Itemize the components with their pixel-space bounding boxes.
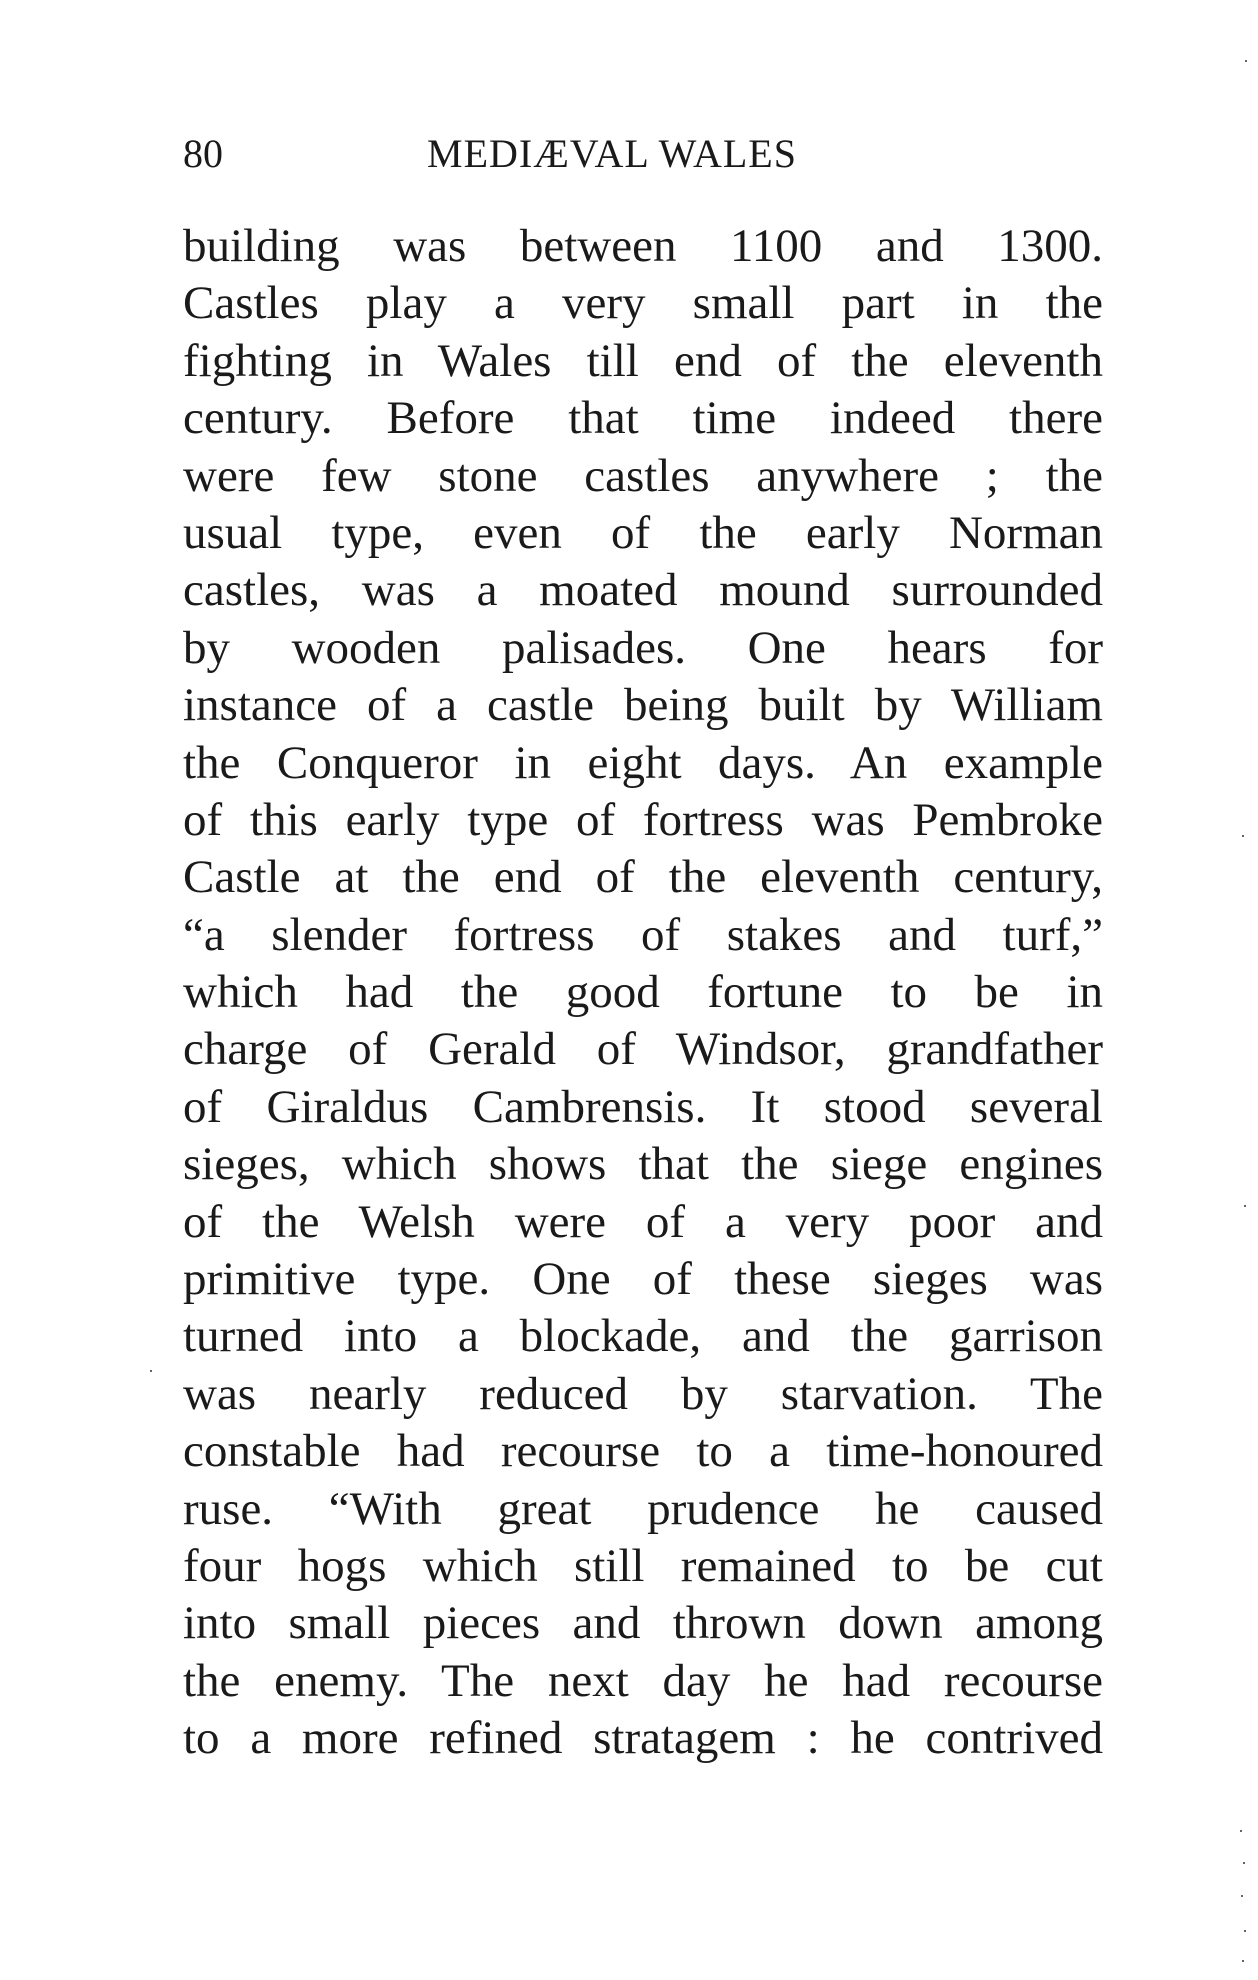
text-line: usual type, even of the early Norman: [183, 506, 1103, 559]
text-line: primitive type. One of these sieges was: [183, 1253, 1103, 1306]
text-line: of this early type of fortress was Pembroke: [183, 793, 1103, 846]
text-line: four hogs which still remained to be cut: [183, 1539, 1103, 1592]
scan-speck: [1241, 1895, 1243, 1897]
text-line: ruse. “With great prudence he caused: [183, 1482, 1103, 1535]
text-line: of Giraldus Cambrensis. It stood several: [183, 1080, 1103, 1133]
scan-speck: [1245, 60, 1247, 62]
text-line: the enemy. The next day he had recourse: [183, 1654, 1103, 1707]
running-head: [183, 128, 1103, 180]
text-line: the Conqueror in eight days. An example: [183, 736, 1103, 789]
page-number: 80: [183, 131, 223, 176]
text-line: were few stone castles anywhere ; the: [183, 449, 1103, 502]
text-line: “a slender fortress of stakes and turf,”: [183, 908, 1103, 961]
scan-speck: [1243, 1862, 1245, 1864]
text-line: of the Welsh were of a very poor and: [183, 1195, 1103, 1248]
text-line: instance of a castle being built by William: [183, 679, 1103, 732]
text-line: fighting in Wales till end of the eleventh: [183, 334, 1103, 387]
text-line: Castles play a very small part in the: [183, 277, 1103, 330]
text-line: turned into a blockade, and the garrison: [183, 1310, 1103, 1363]
text-line: charge of Gerald of Windsor, grandfather: [183, 1023, 1103, 1076]
scan-speck: [1244, 1205, 1246, 1207]
text-line: castles, was a moated mound surrounded: [183, 564, 1103, 617]
scan-speck: [1242, 835, 1244, 837]
text-line: into small pieces and thrown down among: [183, 1597, 1103, 1650]
running-title: MEDIÆVAL WALES: [427, 131, 797, 176]
scan-speck: [1240, 1830, 1242, 1832]
text-line: to a more refined stratagem : he contrived: [183, 1712, 1103, 1765]
text-line: which had the good fortune to be in: [183, 966, 1103, 1019]
text-line: Castle at the end of the eleventh century,: [183, 851, 1103, 904]
text-line: constable had recourse to a time-honoured: [183, 1425, 1103, 1478]
scan-speck: [150, 1370, 152, 1372]
text-line: century. Before that time indeed there: [183, 392, 1103, 445]
text-line: building was between 1100 and 1300.: [183, 220, 1103, 272]
text-line: sieges, which shows that the siege engines: [183, 1138, 1103, 1191]
body-text: [183, 218, 1103, 1768]
text-line: by wooden palisades. One hears for: [183, 621, 1103, 674]
text-line: was nearly reduced by starvation. The: [183, 1367, 1103, 1420]
scan-speck: [1244, 1930, 1246, 1932]
scan-speck: [1242, 1960, 1244, 1962]
